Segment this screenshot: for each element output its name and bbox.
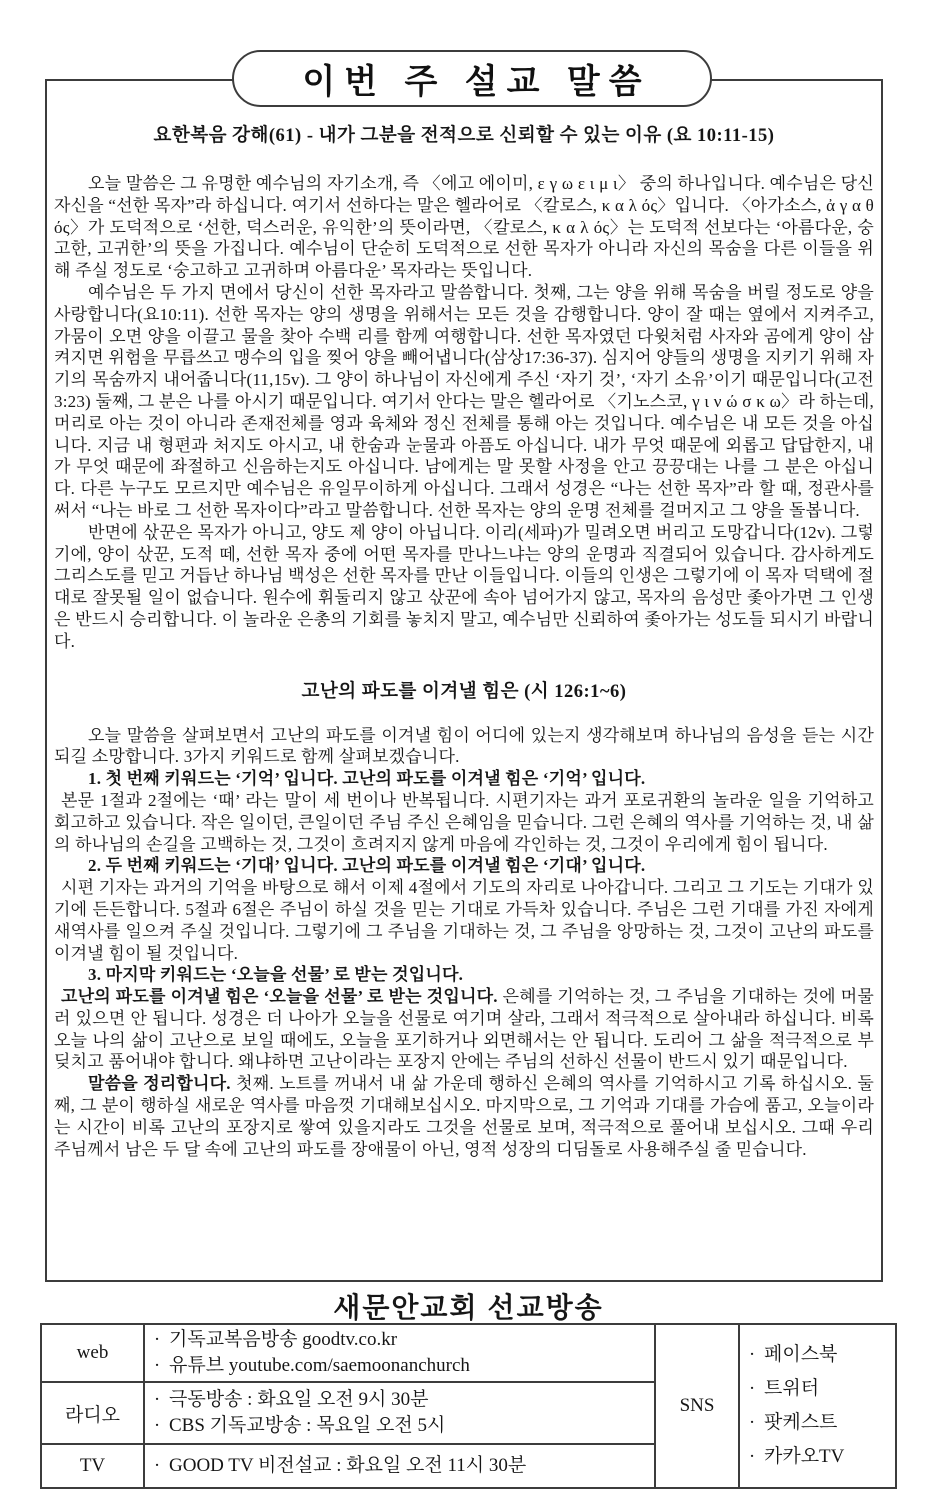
- header-pill: [232, 50, 712, 107]
- list-item-text: 팟케스트: [764, 1412, 838, 1433]
- row-label-tv: TV: [41, 1444, 144, 1488]
- bullet-dot-icon: ·: [153, 1455, 161, 1476]
- paragraph: 고난의 파도를 이겨낼 힘은 ‘오늘을 선물’ 로 받는 것입니다. 은혜를 기억하는 것, 그 주님을 기대하는 것에 머물러 있으면 안 됩니다. 성경은 더 나아가 오늘을 선물로 여기며 살라, 그래서 적극적으로 살아내라 하십니다. 비록 오늘 나의 삶이 고난으로 보일 때에도, 오늘을 포기하거나 외면해서는 안 됩니다. 도리어 그 삶을 적극적으로 부딪치고 품어내야 합니다. 왜냐하면 고난이라는 포장지 안에는 주님의 선하신 선물이 반드시 있기 때문입니다.: [54, 987, 874, 1072]
- paragraph: 시편 기자는 과거의 기억을 바탕으로 해서 이제 4절에서 기도의 자리로 나아갑니다. 그리고 그 기도는 기대가 있기에 든든합니다. 5절과 6절은 주님이 하실 것을 믿는 기대로 가득차 있습니다. 주님은 그런 기대를 가진 자에게 새역사를 일으켜 주실 것입니다. 그렇기에 그 주님을 기대하는 것, 그 주님을 앙망하는 것, 그것이 고난의 파도를 이겨낼 힘이 될 것입니다.: [54, 878, 874, 963]
- paragraph: 오늘 말씀은 그 유명한 예수님의 자기소개, 즉 〈에고 에이미, ε γ ω ε ι μ ι〉 중의 하나입니다. 예수님은 당신 자신을 “선한 목자”라 하십니다. 여기서 선하다는 말은 헬라어로 〈칼로스, κ α λ ός〉입니다. 〈아가소스, ἀ γ α θ ός〉가 도덕적으로 ‘선한, 덕스러운, 유익한’의 뜻이라면, 〈칼로스, κ α λ ός〉는 도덕적 선보다는 ‘아름다운, 숭고한, 고귀한’의 뜻을 가집니다. 예수님이 단순히 도덕적으로 선한 목자가 아니라 자신의 목숨을 다른 이들을 위해 주실 정도로 ‘숭고하고 고귀하며 아름다운’ 목자라는 뜻입니다.: [54, 174, 874, 281]
- list-item: [145, 1353, 654, 1379]
- list-item: [740, 1440, 895, 1474]
- list-item-text: 페이스북: [764, 1344, 838, 1365]
- paragraph: 말씀을 정리합니다. 첫째. 노트를 꺼내서 내 삶 가운데 행하신 은혜의 역사를 기억하시고 기록 하십시오. 둘째, 그 분이 행하실 새로운 역사를 마음껏 기대해보십시오. 마지막으로, 그 기억과 기대를 가슴에 품고, 오늘이라는 시간이 비록 고난의 포장지로 쌓여 있을지라도 그것을 선물로 보며, 적극적으로 풀어내 보십시오. 그때 우리 주님께서 남은 두 달 속에 고난의 파도를 장애물이 아닌, 영적 성장의 디딤돌로 사용해주실 줄 믿습니다.: [54, 1074, 874, 1159]
- list-item-text: GOOD TV 비전설교 : 화요일 오전 11시 30분: [169, 1455, 527, 1476]
- list-item-text: 카카오TV: [764, 1446, 845, 1467]
- list-item: [145, 1453, 654, 1479]
- bullet-dot-icon: ·: [153, 1415, 161, 1436]
- broadcast-table: [40, 1323, 897, 1489]
- list-item: [145, 1413, 654, 1439]
- broadcast-title: 새문안교회 선교방송: [333, 1293, 604, 1324]
- list-item-text: 극동방송 : 화요일 오전 9시 30분: [169, 1389, 429, 1410]
- sermon-title: 요한복음 강해(61) - 내가 그분을 전적으로 신뢰할 수 있는 이유 (요 10:11-15): [153, 126, 775, 146]
- paragraph: 2. 두 번째 키워드는 ‘기대’ 입니다. 고난의 파도를 이겨낼 힘은 ‘기대’ 입니다.: [88, 856, 646, 876]
- paragraph: 반면에 삯꾼은 목자가 아니고, 양도 제 양이 아닙니다. 이리(세파)가 밀려오면 버리고 도망갑니다(12v). 그렇기에, 양이 삯꾼, 도적 떼, 선한 목자 중에 어떤 목자를 만나느냐는 양의 운명과 직결되어 있습니다. 감사하게도 그리스도를 믿고 거듭난 하나님 백성은 선한 목자를 만난 이들입니다. 이들의 인생은 그렇기에 이 목자 덕택에 절대로 잘못될 일이 없습니다. 원수에 휘둘리지 않고 삯꾼에 속아 넘어가지 않고, 목자의 음성만 좇아가면 그 인생은 반드시 승리합니다. 이 놀라운 은총의 기회를 놓치지 말고, 예수님만 신뢰하여 좇아가는 성도들 되시기 바랍니다.: [54, 522, 874, 651]
- section-title: 고난의 파도를 이겨낼 힘은 (시 126:1~6): [301, 681, 627, 702]
- bullet-dot-icon: ·: [748, 1344, 756, 1365]
- sns-items: [739, 1324, 896, 1488]
- sermon-body: [54, 173, 874, 653]
- bullet-dot-icon: ·: [153, 1389, 161, 1410]
- paragraph: 본문 1절과 2절에는 ‘때’ 라는 말이 세 번이나 반복됩니다. 시편기자는 과거 포로귀환의 놀라운 일을 기억하고 회고하고 있습니다. 작은 일이던, 큰일이던 주님 주신 은혜임을 믿습니다. 그런 은혜의 역사를 기억하는 것, 내 삶의 하나님의 손길을 고백하는 것, 그것이 흐려지지 않게 마음에 각인하는 것, 그것이 우리에게 힘이 됩니다.: [54, 790, 874, 854]
- bullet-dot-icon: ·: [748, 1412, 756, 1433]
- list-item: [740, 1372, 895, 1406]
- row-label-web: web: [41, 1324, 144, 1382]
- bullet-dot-icon: ·: [748, 1378, 756, 1399]
- bullet-dot-icon: ·: [748, 1446, 756, 1467]
- table-row: [41, 1324, 896, 1382]
- bullet-dot-icon: ·: [153, 1329, 161, 1350]
- section-body: [54, 725, 874, 1161]
- paragraph: 1. 첫 번째 키워드는 ‘기억’ 입니다. 고난의 파도를 이겨낼 힘은 ‘기억’ 입니다.: [88, 769, 646, 789]
- row-label-radio: 라디오: [41, 1382, 144, 1444]
- list-item-text: 트위터: [764, 1378, 820, 1399]
- list-item-text: CBS 기독교방송 : 목요일 오전 5시: [169, 1415, 446, 1436]
- list-item: [145, 1387, 654, 1413]
- bullet-dot-icon: ·: [153, 1355, 161, 1376]
- row-content-radio: [144, 1382, 655, 1444]
- list-item-text: 기독교복음방송 goodtv.co.kr: [169, 1329, 398, 1350]
- paragraph: 3. 마지막 키워드는 ‘오늘을 선물’ 로 받는 것입니다.: [88, 965, 464, 985]
- paragraph: 예수님은 두 가지 면에서 당신이 선한 목자라고 말씀합니다. 첫째, 그는 양을 위해 목숨을 버릴 정도로 양을 사랑합니다(요10:11). 선한 목자는 양의 생명을 위해서는 모든 것을 감행합니다. 양이 잘 때는 옆에서 지켜주고, 가뭄이 오면 양을 이끌고 물을 찾아 수백 리를 함께 여행합니다. 선한 목자였던 다윗처럼 사자와 곰에게 양이 삼켜지면 위험을 무릅쓰고 맹수의 입을 찢어 양을 빼어냅니다(삼상17:36-37). 심지어 양들의 생명을 지키기 위해 자기의 목숨까지 내어줍니다(11,15v). 그 양이 하나님이 자신에게 주신 ‘자기 것’, ‘자기 소유’이기 때문입니다(고전3:23) 둘째, 그 분은 나를 아시기 때문입니다. 여기서 안다는 말은 헬라어로 〈기노스코, γ ι ν ώ σ κ ω〉라 하는데, 머리로 아는 것이 아니라 존재전체를 영과 육체와 정신 전체를 통해 아는 것입니다. 예수님은 내 모든 것을 아십니다. 지금 내 형편과 처지도 아시고, 내 한숨과 눈물과 아픔도 아십니다. 내가 무엇 때문에 외롭고 답답한지, 내가 무엇 때문에 좌절하고 신음하는지도 아십니다. 남에게는 말 못할 사정을 안고 끙끙대는 나를 그 분은 아십니다. 다른 누구도 모르지만 예수님은 유일무이하게 아십니다. 그래서 성경은 “나는 선한 목자”라 할 때, 정관사를 써서 “나는 바로 그 선한 목자이다”라고 말씀합니다. 선한 목자는 양의 운명 전체를 걸머지고 그 양을 돌봅니다.: [54, 282, 874, 520]
- list-item: [740, 1406, 895, 1440]
- list-item: [740, 1338, 895, 1372]
- sermon-box: [45, 79, 883, 1282]
- sns-label: SNS: [655, 1324, 739, 1488]
- row-content-web: [144, 1324, 655, 1382]
- row-content-tv: [144, 1444, 655, 1488]
- list-item: [145, 1327, 654, 1353]
- page-title: 이번 주 설교 말씀: [302, 63, 651, 101]
- paragraph: 오늘 말씀을 살펴보면서 고난의 파도를 이겨낼 힘이 어디에 있는지 생각해보며 하나님의 음성을 듣는 시간되길 소망합니다. 3가지 키워드로 함께 살펴보겠습니다.: [54, 725, 874, 767]
- list-item-text: 유튜브 youtube.com/saemoonanchurch: [169, 1355, 470, 1376]
